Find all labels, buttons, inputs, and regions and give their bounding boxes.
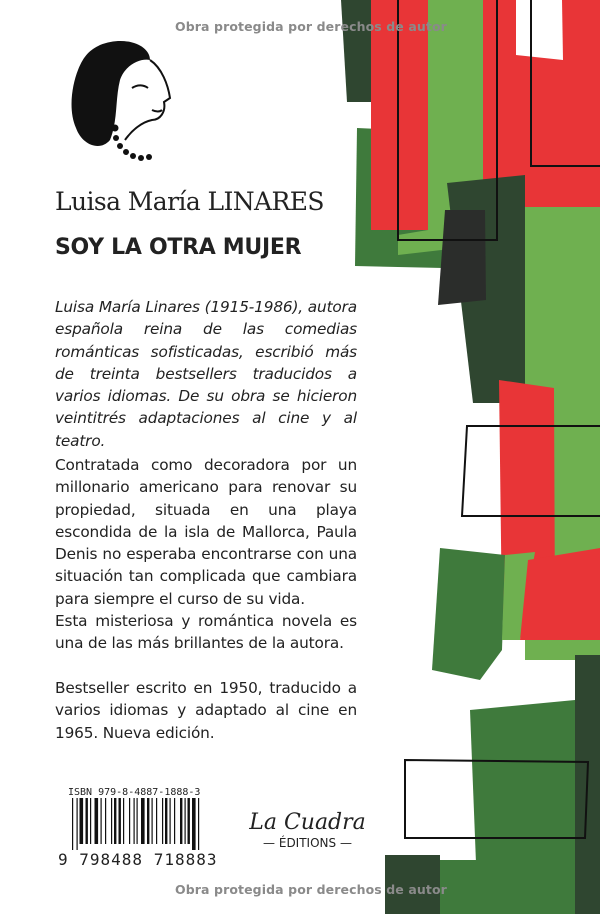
publisher-imprint: — ÉDITIONS — <box>263 836 352 850</box>
barcode-bar <box>114 798 116 844</box>
author-name: Luisa María LINARES <box>55 187 324 216</box>
art-shape <box>520 548 600 640</box>
barcode-bar <box>111 798 112 844</box>
barcode-bar <box>152 798 153 844</box>
barcode-bar <box>72 798 73 850</box>
isbn-label: ISBN 979-8-4887-1888-3 <box>68 787 201 798</box>
copyright-watermark-top: Obra protegida por derechos de autor <box>175 19 447 34</box>
barcode-bar <box>147 798 149 844</box>
barcode-bar <box>185 798 186 844</box>
barcode-bar <box>170 798 171 844</box>
barcode-bar <box>134 798 135 844</box>
barcode-bar <box>123 798 124 844</box>
barcode-bar <box>105 798 106 844</box>
barcode-bar <box>180 798 182 844</box>
barcode-bar <box>90 798 91 844</box>
art-outline <box>405 760 588 838</box>
publisher-logo <box>240 810 375 850</box>
barcode-bar <box>77 798 78 850</box>
synopsis-paragraph: Contratada como decoradora por un millonario americano para renovar su propiedad, situada en una playa escondida de la isla de Mallorca, Paula Denis no esperaba encontrarse con una situación tan complicada que cambiara para siempre el curso de su vida. <box>55 456 357 608</box>
barcode-bar <box>188 798 190 844</box>
art-shape <box>432 548 505 680</box>
art-shape <box>516 0 563 60</box>
barcode-bar <box>129 798 130 844</box>
barcode-bar <box>192 798 196 850</box>
barcode-bar <box>101 798 102 844</box>
author-bio: Luisa María Linares (1915-1986), autora española reina de las comedias románticas sofisticadas, escribió más de treinta bestsellers traducidos a varios idiomas. De su obra se hicieron veintitrés adaptaciones al cine y al teatro. <box>55 298 357 450</box>
copyright-watermark-bottom: Obra protegida por derechos de autor <box>175 882 447 897</box>
edition-note: Bestseller escrito en 1950, traducido a varios idiomas y adaptado al cine en 1965. Nueva edición. <box>55 679 357 742</box>
barcode-number: 9 798488 718883 <box>58 850 218 869</box>
barcode-bar <box>156 798 157 844</box>
barcode <box>72 798 242 850</box>
synopsis-closing: Esta misteriosa y romántica novela es una de las más brillantes de la autora. <box>55 612 357 653</box>
barcode-bar <box>119 798 121 844</box>
barcode-bar <box>137 798 138 844</box>
barcode-bar <box>162 798 163 844</box>
barcode-bar <box>165 798 167 844</box>
barcode-bar <box>86 798 88 844</box>
barcode-bar <box>198 798 199 850</box>
art-shape <box>341 0 372 102</box>
book-title: SOY LA OTRA MUJER <box>55 235 302 260</box>
barcode-bar <box>141 798 145 844</box>
author-portrait-illustration <box>70 40 180 170</box>
publisher-name: La Cuadra <box>249 810 366 835</box>
art-shape <box>371 0 430 230</box>
barcode-bar <box>95 798 99 844</box>
art-shape <box>438 210 486 305</box>
barcode-bar <box>80 798 84 844</box>
barcode-bar <box>174 798 175 844</box>
